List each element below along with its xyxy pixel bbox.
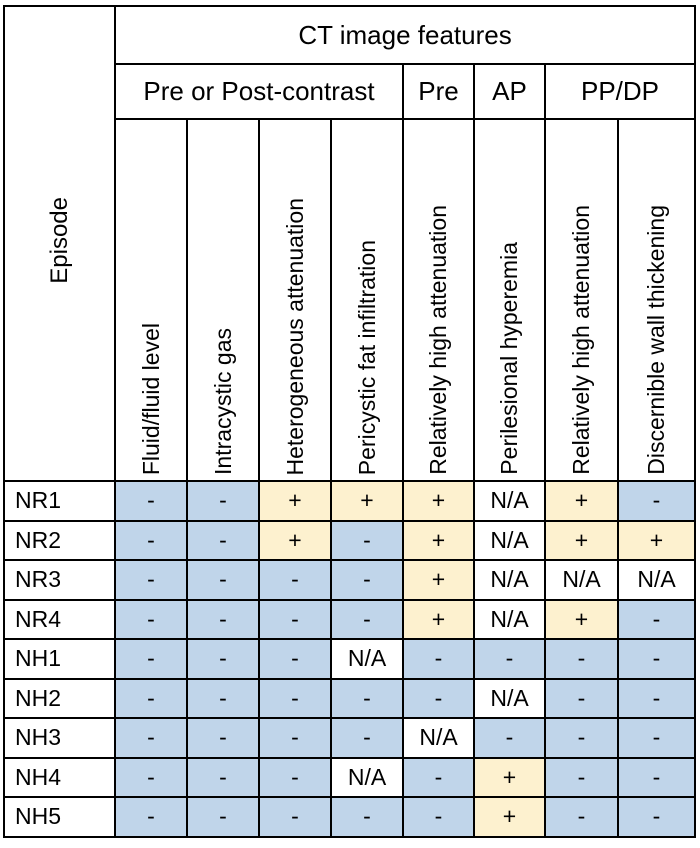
value-cell: + [474,797,545,837]
value-cell: - [331,679,403,719]
value-cell: - [115,521,187,561]
value-cell: - [115,600,187,640]
value-cell: + [403,560,474,600]
value-cell: - [259,758,331,798]
value-cell: N/A [474,679,545,719]
column-header-label: Pericystic fat infiltration [353,239,380,475]
value-cell: - [187,560,259,600]
value-cell: - [187,758,259,798]
episode-cell: NH3 [4,718,115,758]
value-cell: - [115,639,187,679]
column-header-6 [545,119,618,481]
value-cell: - [259,560,331,600]
episode-cell: NH4 [4,758,115,798]
value-cell: - [187,481,259,521]
value-cell: + [545,521,618,561]
value-cell: - [331,560,403,600]
episode-cell: NR1 [4,481,115,521]
column-header-4 [403,119,474,481]
column-header-label: Heterogeneous attenuation [281,197,308,475]
value-cell: - [259,718,331,758]
value-cell: + [545,481,618,521]
value-cell: - [259,600,331,640]
value-cell: - [618,639,695,679]
group-header-1: Pre [403,64,474,119]
value-cell: - [115,560,187,600]
table-row [4,481,695,521]
value-cell: - [331,600,403,640]
episode-header [4,6,115,481]
group-header-0: Pre or Post-contrast [115,64,403,119]
episode-cell: NR3 [4,560,115,600]
value-cell: - [618,758,695,798]
table-row [4,758,695,798]
table-row [4,639,695,679]
value-cell: - [187,797,259,837]
column-header-label: Perilesional hyperemia [496,242,522,475]
value-cell: - [403,797,474,837]
value-cell: - [545,797,618,837]
value-cell: - [187,600,259,640]
episode-header-label: Episode [45,196,73,284]
value-cell: - [259,797,331,837]
value-cell: - [187,718,259,758]
value-cell: - [187,679,259,719]
value-cell: + [618,521,695,561]
value-cell: - [403,679,474,719]
table-row [4,797,695,837]
column-header-2 [259,119,331,481]
value-cell: - [259,679,331,719]
value-cell: - [331,521,403,561]
value-cell: - [474,639,545,679]
group-header-3: PP/DP [545,64,695,119]
value-cell: - [187,639,259,679]
column-header-label: Intracystic gas [209,328,236,475]
value-cell: - [115,481,187,521]
ct-features-table [3,5,696,838]
value-cell: - [618,600,695,640]
value-cell: N/A [403,718,474,758]
value-cell: - [403,639,474,679]
value-cell: + [403,600,474,640]
episode-cell: NR2 [4,521,115,561]
episode-cell: NH2 [4,679,115,719]
episode-cell: NH1 [4,639,115,679]
value-cell: + [403,521,474,561]
value-cell: + [259,481,331,521]
value-cell: - [115,758,187,798]
value-cell: N/A [474,600,545,640]
table-row [4,560,695,600]
value-cell: - [259,639,331,679]
value-cell: N/A [474,481,545,521]
table-row [4,679,695,719]
column-header-7 [618,119,695,481]
value-cell: - [403,758,474,798]
table-body [4,481,695,837]
episode-cell: NR4 [4,600,115,640]
value-cell: - [618,718,695,758]
value-cell: + [474,758,545,798]
value-cell: + [403,481,474,521]
value-cell: - [545,679,618,719]
group-header-2: AP [474,64,545,119]
table-row [4,521,695,561]
value-cell: - [618,679,695,719]
value-cell: N/A [618,560,695,600]
column-header-label: Fluid/fluid level [137,322,164,475]
value-cell: - [618,481,695,521]
value-cell: N/A [545,560,618,600]
value-cell: + [545,600,618,640]
column-header-label: Discernible wall thickening [643,205,670,475]
table-row [4,600,695,640]
value-cell: - [331,718,403,758]
value-cell: N/A [474,560,545,600]
episode-cell: NH5 [4,797,115,837]
value-cell: - [331,797,403,837]
value-cell: - [187,521,259,561]
value-cell: N/A [331,639,403,679]
value-cell: N/A [474,521,545,561]
value-cell: - [474,718,545,758]
column-header-3 [331,119,403,481]
value-cell: + [259,521,331,561]
table-row [4,718,695,758]
value-cell: - [545,639,618,679]
value-cell: - [115,679,187,719]
column-header-label: Relatively high attenuation [425,205,451,475]
value-cell: - [545,758,618,798]
value-cell: + [331,481,403,521]
column-header-5 [474,119,545,481]
column-header-label: Relatively high attenuation [568,205,594,475]
column-header-1 [187,119,259,481]
value-cell: N/A [331,758,403,798]
value-cell: - [115,797,187,837]
value-cell: - [545,718,618,758]
table-title: CT image features [115,6,695,64]
value-cell: - [115,718,187,758]
column-header-0 [115,119,187,481]
value-cell: - [618,797,695,837]
